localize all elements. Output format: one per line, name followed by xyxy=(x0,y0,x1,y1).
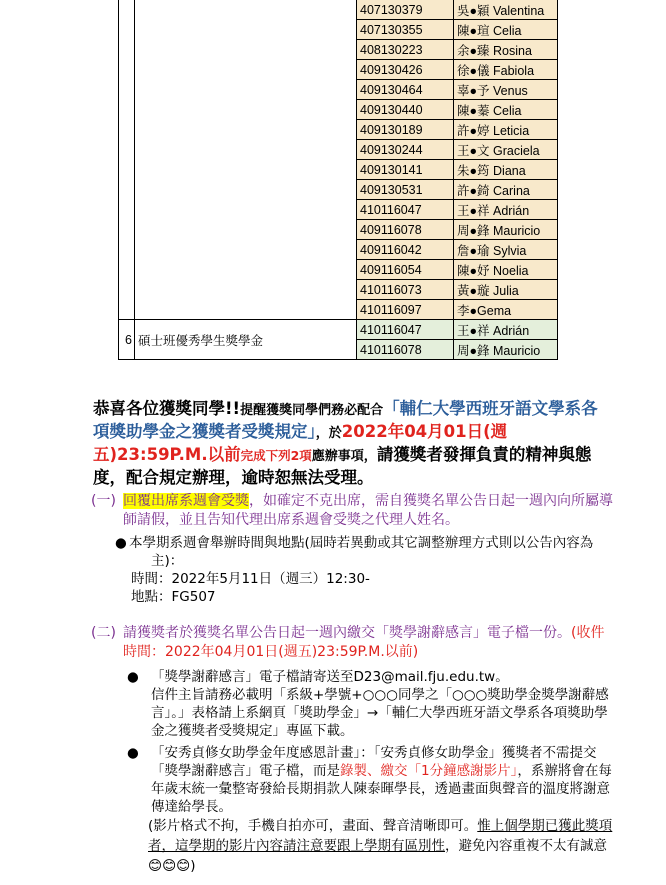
rules-title: 「輔仁大學西班牙語文學系各項獎助學金之獲獎者受獎規定」 xyxy=(93,399,598,441)
section-2-deadline: (收件時間：2022年04月01日(週五)23:59P.M.以前) xyxy=(123,625,605,660)
student-id: 409130464 xyxy=(357,80,454,100)
student-id: 409116054 xyxy=(357,260,454,280)
connector-text: ，於 xyxy=(315,426,342,441)
award-number-empty xyxy=(119,0,135,320)
student-id: 407130379 xyxy=(357,0,454,20)
tasks-count: 完成下列2項 xyxy=(240,448,312,463)
section-1-number: (一) xyxy=(91,493,116,509)
student-id: 409130440 xyxy=(357,100,454,120)
section-2 xyxy=(93,624,613,662)
bullet-icon: ● xyxy=(115,535,127,551)
student-id: 409116078 xyxy=(357,220,454,240)
student-name: 徐●儀 Fabiola xyxy=(454,60,558,80)
student-id: 409116042 xyxy=(357,240,454,260)
tasks-label: 應辦事項， xyxy=(311,449,377,464)
student-id: 409130426 xyxy=(357,60,454,80)
student-name: 王●祥 Adrián xyxy=(454,320,558,340)
student-name: 許●婷 Leticia xyxy=(454,120,558,140)
reminder-text: 提醒獲獎同學們務必配合 xyxy=(240,403,384,418)
section-1 xyxy=(93,492,613,530)
thanks-letter-email: 電子檔請寄送至D23@mail.fju.edu.tw。 xyxy=(259,669,509,685)
student-name: 王●文 Graciela xyxy=(454,140,558,160)
student-id: 409130141 xyxy=(357,160,454,180)
bullet-icon: ● xyxy=(127,745,139,761)
video-format-note: (影片格式不拘，手機自拍亦可，畫面、聲音清晰即可。 xyxy=(148,818,478,834)
responsibility-text: 請獲獎者發揮負責的精神與態度，配合規定辦理，逾時恕無法受理。 xyxy=(93,445,592,487)
award-row xyxy=(119,320,558,340)
bullet-1 xyxy=(93,668,613,740)
video-distinct-note: 惟上個學期已獲此獎項者，這學期的影片內容請注意要跟上學期有區別性 xyxy=(148,818,613,854)
meeting-place: 地點：FG507 xyxy=(131,589,216,605)
student-name: 陳●蓁 Celia xyxy=(454,100,558,120)
gratitude-plan-text: 「安秀貞修女助學金年度感恩計畫」：「安秀貞修女助學金」獲獎者不需提交「獎學謝辭感言」電子檔，而是 xyxy=(151,745,597,779)
student-name: 朱●筠 Diana xyxy=(454,160,558,180)
deadline-text: 2022年04月01日(週五)23:59P.M.以前 xyxy=(93,422,508,464)
section-1-highlight: 回覆出席系週會受獎 xyxy=(123,493,249,509)
student-name: 周●鋒 Mauricio xyxy=(454,340,558,360)
student-id: 410116047 xyxy=(357,200,454,220)
video-note xyxy=(93,816,613,876)
gratitude-plan-rest: ，系辦將會在每年歲末統一彙整寄發給長期捐款人陳泰暉學長，透過畫面與聲音的溫度將謝意傳達給學長。 xyxy=(151,763,612,815)
student-name: 陳●瑄 Celia xyxy=(454,20,558,40)
student-id: 408130223 xyxy=(357,40,454,60)
award-title: 碩士班優秀學生獎學金 xyxy=(135,320,357,360)
student-name: 陳●妤 Noelia xyxy=(454,260,558,280)
student-name: 李●Gema xyxy=(454,300,558,320)
notice-heading xyxy=(93,398,613,488)
award-title-empty xyxy=(135,0,357,320)
student-id: 410116078 xyxy=(357,340,454,360)
student-id: 409130531 xyxy=(357,180,454,200)
student-id: 407130355 xyxy=(357,20,454,40)
thanks-letter-title: 「獎學謝辭感言」 xyxy=(151,669,259,685)
section-2-text: 請獲獎者於獲獎名單公告日起一週內繳交「獎學謝辭感言」電子檔一份。 xyxy=(123,625,571,641)
student-name: 辜●予 Venus xyxy=(454,80,558,100)
student-name: 王●祥 Adrián xyxy=(454,200,558,220)
student-id: 409130244 xyxy=(357,140,454,160)
student-name: 周●鋒 Mauricio xyxy=(454,220,558,240)
student-name: 黃●璇 Julia xyxy=(454,280,558,300)
student-name: 吳●穎 Valentina xyxy=(454,0,558,20)
student-id: 410116073 xyxy=(357,280,454,300)
table-row xyxy=(119,0,558,20)
student-name: 詹●瑜 Sylvia xyxy=(454,240,558,260)
section-2-number: (二) xyxy=(91,625,116,641)
student-name: 余●臻 Rosina xyxy=(454,40,558,60)
award-number: 6 xyxy=(119,320,135,360)
video-sincerity-note: ，避免內容重複不太有誠意😊😊😊) xyxy=(148,838,607,874)
student-name: 許●錡 Carina xyxy=(454,180,558,200)
section-1-text: ，如確定不克出席，需自獲獎名單公告日起一週內向所屬導師請假，並且告知代理出席系週會受獎之代理人姓名。 xyxy=(123,493,613,528)
bullet-icon: ● xyxy=(127,669,139,685)
notice xyxy=(93,398,613,876)
bullet-2 xyxy=(93,744,613,816)
thanks-letter-instructions: 信件主旨請務必載明「系級+學號+○○○同學之「○○○獎助學金獎學謝辭感言」。」表格請上系網頁「獎助學金」→「輔仁大學西班牙語文學系各項獎助學金之獲獎者受獎規定」專區下載。 xyxy=(151,687,609,739)
meeting-note: 本學期系週會舉辦時間與地點(屆時若異動或其它調整辦理方式則以公告內容為主)： xyxy=(129,535,594,569)
meeting-time: 時間：2022年5月11日（週三）12:30- xyxy=(131,571,370,587)
meeting-info xyxy=(93,534,613,606)
student-id: 409130189 xyxy=(357,120,454,140)
video-requirement: 錄製、繳交「1分鐘感謝影片」 xyxy=(340,763,518,779)
student-id: 410116097 xyxy=(357,300,454,320)
scholarship-table xyxy=(118,0,558,360)
congrats-text: 恭喜各位獲獎同學!! xyxy=(93,399,241,418)
student-id: 410116047 xyxy=(357,320,454,340)
